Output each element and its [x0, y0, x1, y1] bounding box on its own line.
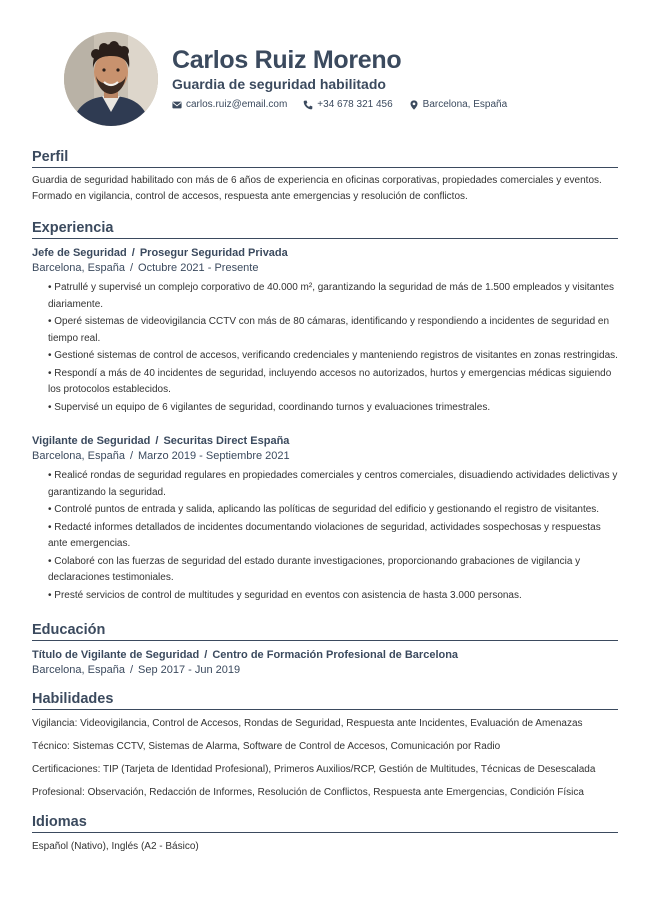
entry-title: Título de Vigilante de Seguridad / Centro de Formación Profesional de Barcelona	[32, 649, 459, 661]
bullet-item: • Gestioné sistemas de control de accesos, verificando credenciales y manteniendo registros de visitantes en zonas restringidas.	[48, 348, 618, 365]
job-bullets	[32, 280, 618, 416]
education-section	[32, 621, 618, 678]
bullet-item: • Colaboré con las fuerzas de seguridad del estado durante investigaciones, proporcionando grabaciones de vigilancia y declaraciones testimoniales.	[48, 554, 618, 587]
email-text: carlos.ruiz@email.com	[186, 99, 288, 110]
institution-name: Centro de Formación Profesional de Barcelona	[212, 649, 459, 661]
education-location: Barcelona, España	[32, 664, 125, 676]
job-location: Barcelona, España	[32, 450, 125, 462]
phone-text: +34 678 321 456	[317, 99, 393, 110]
location-text: Barcelona, España	[422, 99, 508, 110]
phone-icon	[303, 100, 313, 110]
entry-subtitle: Barcelona, España / Marzo 2019 - Septiembre 2021	[32, 450, 290, 462]
entry-subtitle: Barcelona, España / Sep 2017 - Jun 2019	[32, 664, 241, 676]
education-entry	[32, 647, 618, 678]
job-dates: Octubre 2021 - Presente	[138, 262, 259, 274]
bullet-item: • Patrullé y supervisé un complejo corporativo de 40.000 m², garantizando la seguridad de más de 1.500 empleados y visitantes diariamente.	[48, 280, 618, 313]
skill-row: Técnico: Sistemas CCTV, Sistemas de Alarma, Software de Control de Accesos, Comunicación por Radio	[32, 741, 501, 752]
candidate-name: Carlos Ruiz Moreno	[172, 46, 402, 74]
job-title: Jefe de Seguridad	[32, 247, 127, 259]
job-bullets	[32, 468, 618, 604]
experience-section	[32, 219, 618, 604]
entry-title: Vigilante de Seguridad / Securitas Direct España	[32, 435, 290, 447]
experience-entry	[32, 433, 618, 604]
skill-row: Vigilancia: Videovigilancia, Control de Accesos, Rondas de Seguridad, Respuesta ante Incidentes, Evaluación de Amenazas	[32, 718, 583, 729]
avatar-photo	[64, 32, 158, 126]
job-dates: Marzo 2019 - Septiembre 2021	[138, 450, 290, 462]
languages-list: Español (Nativo), Inglés (A2 - Básico)	[32, 841, 199, 852]
avatar	[64, 32, 158, 126]
degree-title: Título de Vigilante de Seguridad	[32, 649, 200, 661]
resume-header	[32, 0, 618, 140]
languages-section	[32, 813, 618, 855]
profile-section	[32, 148, 618, 205]
entry-title: Jefe de Seguridad / Prosegur Seguridad Privada	[32, 247, 288, 259]
contact-phone[interactable]	[303, 99, 392, 110]
section-title-skills: Habilidades	[32, 690, 618, 710]
section-title-experience: Experiencia	[32, 219, 618, 239]
section-title-education: Educación	[32, 621, 618, 641]
company-name: Prosegur Seguridad Privada	[139, 247, 288, 259]
company-name: Securitas Direct España	[163, 435, 290, 447]
map-pin-icon	[409, 100, 419, 110]
skills-section	[32, 690, 618, 801]
contact-location	[409, 99, 508, 110]
contact-info	[172, 99, 523, 110]
profile-summary: Guardia de seguridad habilitado con más de 6 años de experiencia en oficinas corporativas, propiedades comerciales y eventos. Formado en vigilancia, control de accesos, respuesta ante emergencias y resolución de conflictos.	[32, 175, 602, 202]
job-location: Barcelona, España	[32, 262, 125, 274]
bullet-item: • Controlé puntos de entrada y salida, aplicando las políticas de seguridad del edificio y gestionando el registro de visitantes.	[48, 502, 618, 519]
bullet-item: • Redacté informes detallados de incidentes documentando violaciones de seguridad, actividades sospechosas y respuestas ante emergencias.	[48, 520, 618, 553]
experience-entry	[32, 245, 618, 416]
bullet-item: • Presté servicios de control de multitudes y seguridad en eventos con asistencia de hasta 3.000 personas.	[48, 588, 618, 605]
bullet-item: • Operé sistemas de videovigilancia CCTV con más de 80 cámaras, identificando y respondiendo a incidentes de seguridad en tiempo real.	[48, 314, 618, 347]
job-title: Vigilante de Seguridad	[32, 435, 151, 447]
entry-subtitle: Barcelona, España / Octubre 2021 - Presente	[32, 262, 259, 274]
skill-row: Profesional: Observación, Redacción de Informes, Resolución de Conflictos, Respuesta ante Emergencias, Condición Física	[32, 787, 584, 798]
section-title-languages: Idiomas	[32, 813, 618, 833]
bullet-item: • Respondí a más de 40 incidentes de seguridad, incluyendo accesos no autorizados, hurtos y emergencias médicas siguiendo los protocolos establecidos.	[48, 366, 618, 399]
contact-email[interactable]	[172, 99, 287, 110]
education-dates: Sep 2017 - Jun 2019	[138, 664, 241, 676]
section-title-profile: Perfil	[32, 148, 618, 168]
skill-row: Certificaciones: TIP (Tarjeta de Identidad Profesional), Primeros Auxilios/RCP, Gestión de Multitudes, Técnicas de Desescalada	[32, 764, 596, 775]
envelope-icon	[172, 100, 182, 110]
bullet-item: • Supervisé un equipo de 6 vigilantes de seguridad, coordinando turnos y evaluaciones trimestrales.	[48, 400, 618, 417]
bullet-item: • Realicé rondas de seguridad regulares en propiedades comerciales y centros comerciales, disuadiendo actividades delictivas y garantizando la seguridad.	[48, 468, 618, 501]
candidate-headline: Guardia de seguridad habilitado	[172, 76, 386, 92]
